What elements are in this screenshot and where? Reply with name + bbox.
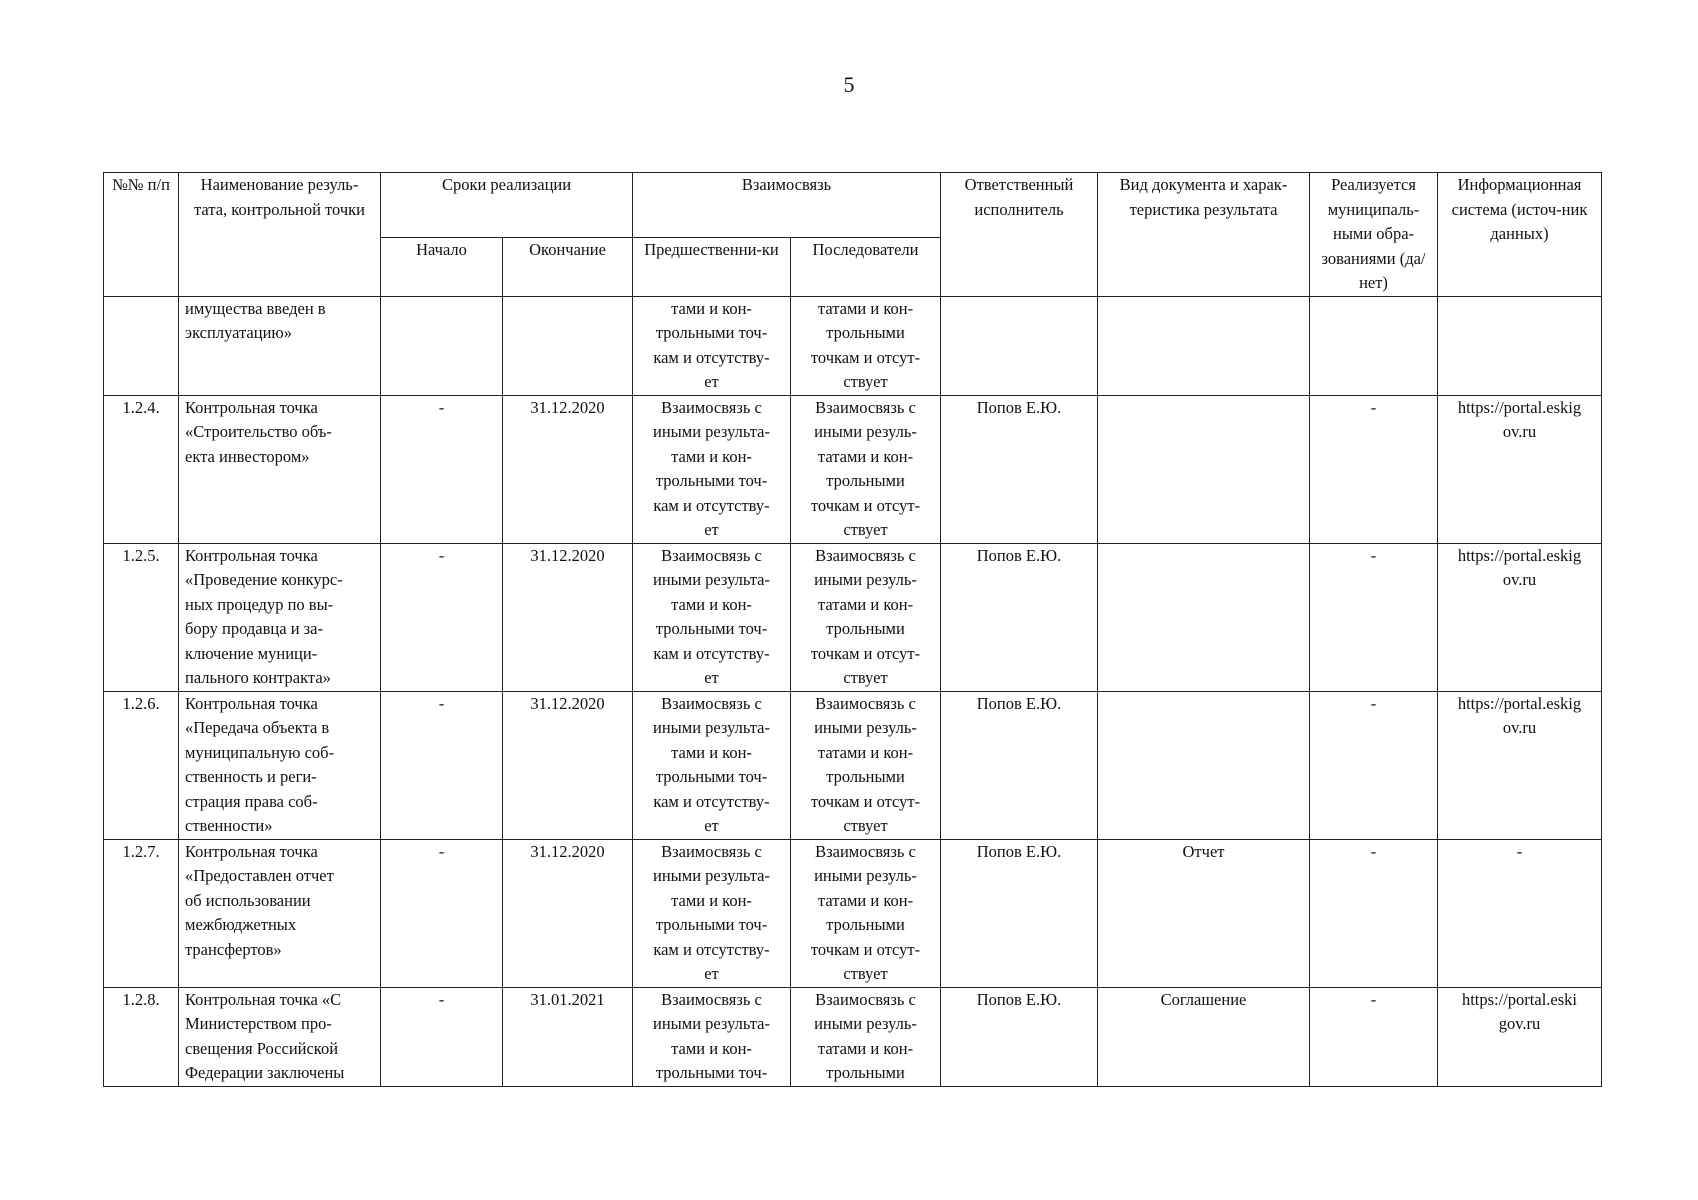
cell-municipal: - [1310, 395, 1438, 543]
page-number: 5 [843, 72, 855, 97]
cell-responsible: Попов Е.Ю. [941, 691, 1098, 839]
cell-doc-type: Отчет [1098, 839, 1310, 987]
cell-responsible: Попов Е.Ю. [941, 543, 1098, 691]
cell-name: Контрольная точка «Проведение конкурс- ных процедур по вы- бору продавца и за- ключение муници- пального контракта» [179, 543, 381, 691]
header-municipal: Реализуется муниципаль-ными обра-зованиями (да/нет) [1310, 173, 1438, 297]
cell-end: 31.12.2020 [503, 395, 633, 543]
cell-predecessors: тами и кон- трольными точ- кам и отсутству- ет [633, 296, 791, 395]
cell-predecessors: Взаимосвязь с иными результа- тами и кон- трольными точ- кам и отсутству- ет [633, 839, 791, 987]
table-row [104, 543, 1602, 691]
cell-name: имущества введен в эксплуатацию» [179, 296, 381, 395]
cell-num [104, 296, 179, 395]
table-row [104, 839, 1602, 987]
cell-end: 31.12.2020 [503, 543, 633, 691]
cell-info-system: - [1438, 839, 1602, 987]
cell-municipal: - [1310, 839, 1438, 987]
results-table [103, 172, 1602, 1087]
header-relation: Взаимосвязь [633, 173, 941, 238]
header-responsible: Ответственный исполнитель [941, 173, 1098, 297]
cell-name: Контрольная точка «Строительство объ- екта инвестором» [179, 395, 381, 543]
cell-start: - [381, 543, 503, 691]
header-start: Начало [381, 238, 503, 296]
header-name: Наименование резуль-тата, контрольной точки [179, 173, 381, 297]
table-row [104, 395, 1602, 543]
cell-doc-type [1098, 691, 1310, 839]
cell-start [381, 296, 503, 395]
header-deadlines: Сроки реализации [381, 173, 633, 238]
cell-start: - [381, 987, 503, 1086]
cell-num: 1.2.4. [104, 395, 179, 543]
cell-responsible [941, 296, 1098, 395]
header-end: Окончание [503, 238, 633, 296]
cell-successors: Взаимосвязь с иными резуль- татами и кон- трольными точкам и отсут- ствует [791, 543, 941, 691]
cell-responsible: Попов Е.Ю. [941, 395, 1098, 543]
cell-municipal: - [1310, 543, 1438, 691]
header-predecessors: Предшественни-ки [633, 238, 791, 296]
header-doc-type: Вид документа и харак-теристика результата [1098, 173, 1310, 297]
cell-responsible: Попов Е.Ю. [941, 987, 1098, 1086]
cell-num: 1.2.7. [104, 839, 179, 987]
cell-end: 31.12.2020 [503, 691, 633, 839]
cell-municipal: - [1310, 691, 1438, 839]
cell-predecessors: Взаимосвязь с иными результа- тами и кон- трольными точ- [633, 987, 791, 1086]
cell-name: Контрольная точка «Передача объекта в муниципальную соб- ственность и реги- страция права соб- ственности» [179, 691, 381, 839]
cell-info-system: https://portal.eski gov.ru [1438, 987, 1602, 1086]
cell-successors: татами и кон- трольными точкам и отсут- ствует [791, 296, 941, 395]
header-successors: Последователи [791, 238, 941, 296]
cell-start: - [381, 839, 503, 987]
cell-responsible: Попов Е.Ю. [941, 839, 1098, 987]
table-header [104, 173, 1602, 297]
cell-info-system [1438, 296, 1602, 395]
cell-start: - [381, 691, 503, 839]
cell-successors: Взаимосвязь с иными резуль- татами и кон- трольными [791, 987, 941, 1086]
cell-end: 31.01.2021 [503, 987, 633, 1086]
cell-num: 1.2.5. [104, 543, 179, 691]
cell-successors: Взаимосвязь с иными резуль- татами и кон- трольными точкам и отсут- ствует [791, 395, 941, 543]
cell-name: Контрольная точка «Предоставлен отчет об использовании межбюджетных трансфертов» [179, 839, 381, 987]
cell-end: 31.12.2020 [503, 839, 633, 987]
table-row [104, 296, 1602, 395]
cell-doc-type [1098, 395, 1310, 543]
cell-doc-type [1098, 543, 1310, 691]
cell-info-system: https://portal.eskig ov.ru [1438, 691, 1602, 839]
cell-successors: Взаимосвязь с иными резуль- татами и кон- трольными точкам и отсут- ствует [791, 839, 941, 987]
cell-info-system: https://portal.eskig ov.ru [1438, 543, 1602, 691]
cell-info-system: https://portal.eskig ov.ru [1438, 395, 1602, 543]
table-row [104, 691, 1602, 839]
cell-end [503, 296, 633, 395]
cell-name: Контрольная точка «С Министерством про- свещения Российской Федерации заключены [179, 987, 381, 1086]
cell-predecessors: Взаимосвязь с иными результа- тами и кон- трольными точ- кам и отсутству- ет [633, 543, 791, 691]
cell-num: 1.2.6. [104, 691, 179, 839]
table-row [104, 987, 1602, 1086]
cell-predecessors: Взаимосвязь с иными результа- тами и кон- трольными точ- кам и отсутству- ет [633, 691, 791, 839]
cell-num: 1.2.8. [104, 987, 179, 1086]
cell-municipal [1310, 296, 1438, 395]
cell-doc-type [1098, 296, 1310, 395]
cell-start: - [381, 395, 503, 543]
cell-successors: Взаимосвязь с иными резуль- татами и кон- трольными точкам и отсут- ствует [791, 691, 941, 839]
cell-municipal: - [1310, 987, 1438, 1086]
cell-predecessors: Взаимосвязь с иными результа- тами и кон- трольными точ- кам и отсутству- ет [633, 395, 791, 543]
header-info-system: Информационная система (источ-ник данных) [1438, 173, 1602, 297]
cell-doc-type: Соглашение [1098, 987, 1310, 1086]
header-num: №№ п/п [104, 173, 179, 297]
